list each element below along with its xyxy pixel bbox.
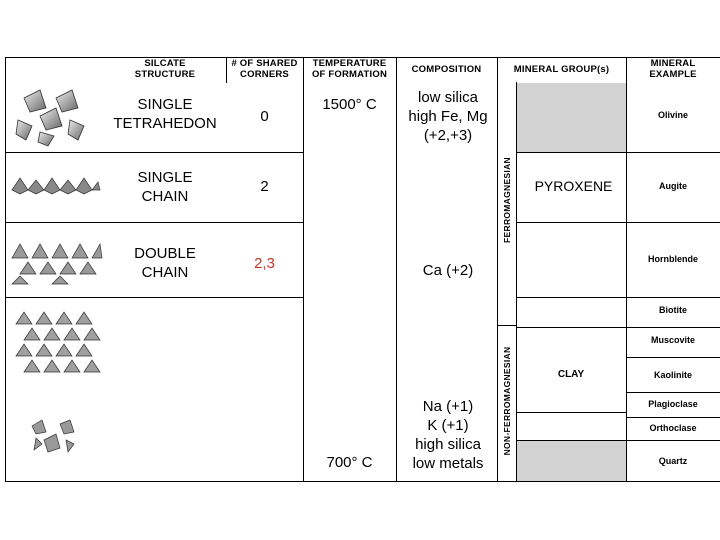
example-hornblende: Hornblende [647, 254, 698, 264]
single-tetrahedron-illustration [14, 86, 94, 146]
group-line-clay-top [516, 327, 626, 328]
temperature-low: 700° C [326, 454, 373, 471]
example-line-1 [626, 152, 720, 153]
example-olivine: Olivine [657, 110, 688, 120]
corners-single-chain: 2 [260, 178, 269, 195]
bottom-border [5, 481, 720, 482]
col-divider-corners [303, 57, 304, 481]
header-mineral-example: MINERAL EXAMPLE [649, 58, 697, 80]
quartz-group-gray-box [517, 441, 626, 481]
double-chain-illustration [12, 238, 102, 286]
corners-double-chain: 2,3 [254, 255, 275, 272]
framework-structure-illustration [30, 418, 78, 458]
header-corners: # OF SHARED CORNERS [231, 58, 298, 80]
single-chain-illustration [12, 174, 100, 196]
row-line-2 [5, 222, 303, 223]
example-line-2 [626, 222, 720, 223]
example-orthoclase: Orthoclase [649, 423, 697, 433]
olivine-group-gray-box [517, 83, 626, 152]
example-line-7 [626, 417, 720, 418]
ferromagnesian-label: FERROMAGNESIAN [502, 157, 512, 243]
group-line-pyroxene-top [516, 152, 626, 153]
example-line-3 [626, 297, 720, 298]
example-muscovite: Muscovite [650, 335, 695, 345]
composition-middle: Ca (+2) [422, 262, 474, 279]
group-line-pyroxene-bottom [516, 222, 626, 223]
header-structure: SILCATE STRUCTURE [134, 58, 196, 80]
left-border [5, 57, 6, 481]
group-pyroxene: PYROXENE [534, 178, 613, 194]
header-temperature: TEMPERATURE OF FORMATION [311, 58, 388, 80]
row-single-tetrahedron-label: SINGLE TETRAHEDON [113, 96, 217, 132]
header-composition: COMPOSITION [411, 64, 482, 75]
example-kaolinite: Kaolinite [653, 370, 692, 380]
group-line-clay-bottom [516, 412, 626, 413]
group-line-biotite [516, 297, 626, 298]
row-double-chain-label: DOUBLE CHAIN [134, 245, 196, 281]
example-biotite: Biotite [659, 305, 687, 315]
composition-bottom: Na (+1) K (+1) high silica low metals [412, 398, 484, 472]
group-clay: CLAY [557, 369, 585, 380]
row-line-3 [5, 297, 303, 298]
example-augite: Augite [659, 181, 687, 191]
composition-top: low silica high Fe, Mg (+2,+3) [408, 89, 488, 144]
temperature-high: 1500° C [322, 96, 377, 113]
example-line-5 [626, 357, 720, 358]
header-mineral-group: MINERAL GROUP(s) [513, 64, 610, 75]
ferro-nonferro-divider [497, 325, 516, 326]
sheet-structure-illustration [12, 310, 102, 374]
row-line-1 [5, 152, 303, 153]
example-quartz: Quartz [658, 456, 688, 466]
non-ferromagnesian-label: NON-FERROMAGNESIAN [502, 346, 512, 456]
corners-single-tetrahedron: 0 [260, 108, 269, 125]
example-plagioclase: Plagioclase [648, 399, 698, 409]
example-line-4 [626, 327, 720, 328]
example-line-8 [626, 440, 720, 441]
example-line-6 [626, 392, 720, 393]
row-single-chain-label: SINGLE CHAIN [137, 169, 193, 205]
